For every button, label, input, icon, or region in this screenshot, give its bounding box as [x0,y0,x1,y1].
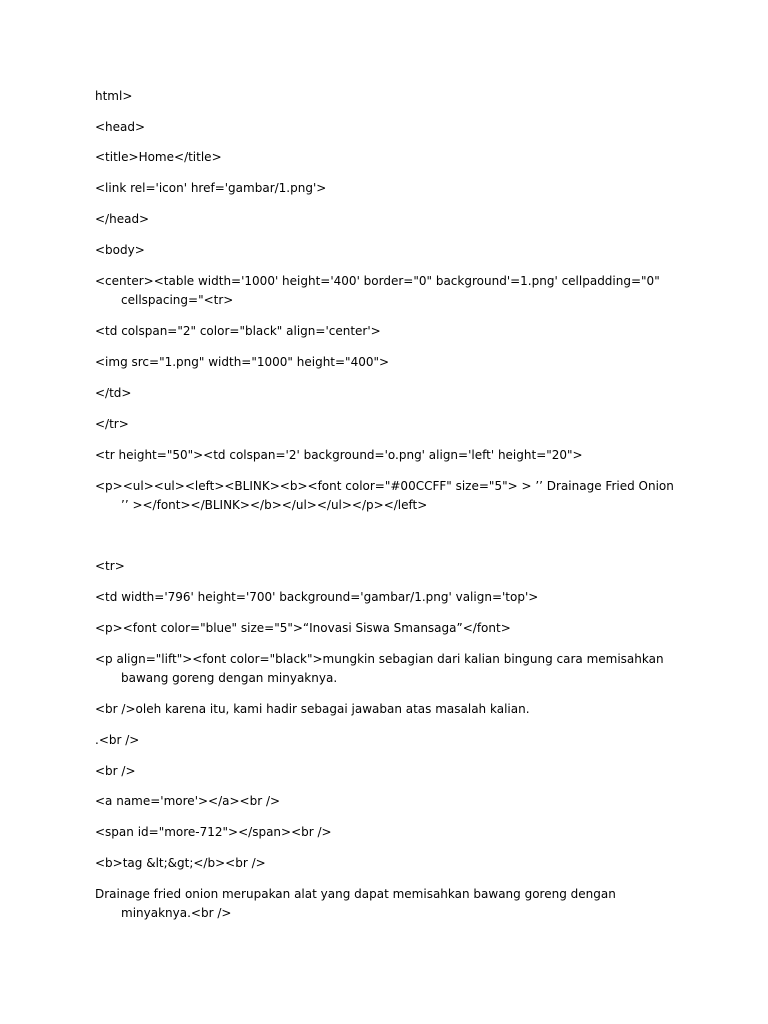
code-line-p-align: <p align="lift"><font color="black">mungkin sebagian dari kalian bingung cara memisahkan bawang goreng dengan minyaknya. [95,652,664,685]
code-line-drainage: Drainage fried onion merupakan alat yang dapat memisahkan bawang goreng dengan minyaknya.<br /> [95,887,616,920]
code-line-anchor-more: <a name='more'></a><br /> [95,794,281,808]
code-line-br: <br /> [95,764,136,778]
code-line-br-oleh: <br />oleh karena itu, kami hadir sebagai jawaban atas masalah kalian. [95,702,530,716]
code-line-title: <title>Home</title> [95,150,222,164]
code-line-td-colspan: <td colspan="2" color="black" align='center'> [95,324,381,338]
code-line-span-more: <span id="more-712"></span><br /> [95,825,332,839]
code-line-tr-close: </tr> [95,417,129,431]
code-line-td-close: </td> [95,386,132,400]
code-line-head-close: </head> [95,212,150,226]
code-line-font-blue: <p><font color="blue" size="5">“Inovasi Siswa Smansaga”</font> [95,621,511,635]
code-line-tr-height: <tr height="50"><td colspan='2' background='o.png' align='left' height="20"> [95,448,583,462]
code-line-dot-br: .<br /> [95,733,140,747]
code-line-b-tag: <b>tag &lt;&gt;</b><br /> [95,856,266,870]
code-line-tr: <tr> [95,559,125,573]
code-line-td-width: <td width='796' height='700' background='gambar/1.png' valign='top'> [95,590,539,604]
code-line-body: <body> [95,243,145,257]
code-line-html: html> [95,89,133,103]
code-line-img: <img src="1.png" width="1000" height="400"> [95,355,390,369]
code-line-link: <link rel='icon' href='gambar/1.png'> [95,181,327,195]
code-line-center-table: <center><table width='1000' height='400' border="0" background'=1.png' cellpadding="0" cellspacing="<tr> [95,274,660,307]
code-line-blink: <p><ul><ul><left><BLINK><b><font color="#00CCFF" size="5"> > ’’ Drainage Fried Onion ’’ ></font></BLINK></b></ul></ul></p></left> [95,479,674,512]
code-line-head: <head> [95,120,146,134]
